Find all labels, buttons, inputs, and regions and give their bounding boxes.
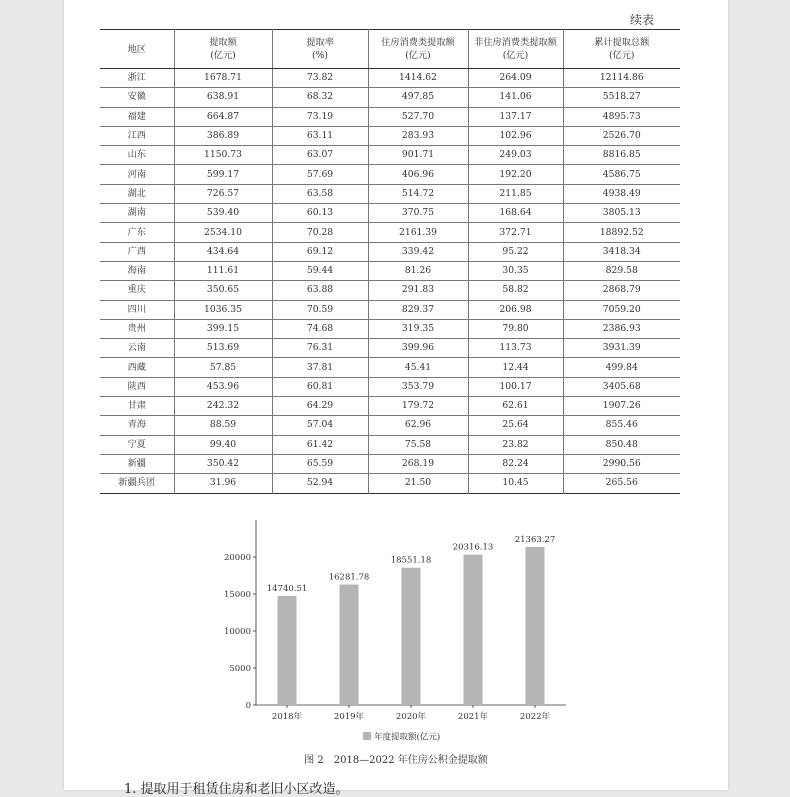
value-cell: 513.69 [174,339,272,358]
region-cell: 江西 [100,126,174,145]
value-cell: 8816.85 [563,146,680,165]
value-cell: 61.42 [272,435,368,454]
value-cell: 65.59 [272,454,368,473]
table-row [100,300,680,319]
value-cell: 70.59 [272,300,368,319]
value-cell: 350.42 [174,454,272,473]
value-cell: 99.40 [174,435,272,454]
value-cell: 242.32 [174,397,272,416]
value-cell: 5518.27 [563,88,680,107]
table-row [100,223,680,242]
x-tick-label: 2021年 [457,712,489,722]
value-cell: 10.45 [468,474,563,493]
value-cell: 73.19 [272,107,368,126]
bar [402,568,421,705]
table-row [100,184,680,203]
value-cell: 113.73 [468,339,563,358]
value-cell: 100.17 [468,377,563,396]
table-row [100,416,680,435]
value-cell: 829.37 [368,300,468,319]
value-cell: 850.48 [563,435,680,454]
region-cell: 海南 [100,261,174,280]
column-header-text: 提取率 [306,37,334,48]
value-cell: 211.85 [468,184,563,203]
withdrawal-chart [214,515,614,770]
value-cell: 63.07 [272,146,368,165]
value-cell: 855.46 [563,416,680,435]
value-cell: 137.17 [468,107,563,126]
value-cell: 179.72 [368,397,468,416]
value-cell: 283.93 [368,126,468,145]
value-cell: 88.59 [174,416,272,435]
value-cell: 3931.39 [563,339,680,358]
table-row [100,88,680,107]
value-cell: 95.22 [468,242,563,261]
value-cell: 2990.56 [563,454,680,473]
table-row [100,107,680,126]
value-cell: 69.12 [272,242,368,261]
value-cell: 4586.75 [563,165,680,184]
value-cell: 45.41 [368,358,468,377]
data-label: 18551.18 [390,555,432,566]
table-row [100,281,680,300]
value-cell: 1036.35 [174,300,272,319]
value-cell: 2868.79 [563,281,680,300]
column-header-text: 住房消费类提取额 [381,37,455,48]
value-cell: 63.58 [272,184,368,203]
value-cell: 25.64 [468,416,563,435]
value-cell: 3418.34 [563,242,680,261]
value-cell: 52.94 [272,474,368,493]
data-label: 16281.78 [328,572,370,583]
value-cell: 901.71 [368,146,468,165]
value-cell: 514.72 [368,184,468,203]
column-header-text: 非住房消费类提取额 [474,37,557,48]
table-row [100,69,680,88]
region-cell: 广西 [100,242,174,261]
value-cell: 638.91 [174,88,272,107]
value-cell: 79.80 [468,319,563,338]
value-cell: 141.06 [468,88,563,107]
value-cell: 353.79 [368,377,468,396]
value-cell: 12114.86 [563,69,680,88]
column-header-text: (亿元) [210,50,236,61]
bar-chart [214,515,614,750]
value-cell: 264.09 [468,69,563,88]
table-body [100,69,680,494]
region-cell: 四川 [100,300,174,319]
value-cell: 664.87 [174,107,272,126]
value-cell: 4938.49 [563,184,680,203]
body-text: 1. 提取用于租赁住房和老旧小区改造。 [124,782,349,797]
value-cell: 291.83 [368,281,468,300]
value-cell: 339.42 [368,242,468,261]
data-label: 21363.27 [514,534,556,545]
value-cell: 168.64 [468,204,563,223]
y-tick-label: 10000 [223,627,251,637]
column-header-text: 提取额 [209,37,237,48]
column-header-text: (亿元) [502,50,529,61]
value-cell: 57.69 [272,165,368,184]
value-cell: 12.44 [468,358,563,377]
value-cell: 81.26 [368,261,468,280]
column-header-text: 地区 [127,43,146,55]
region-cell: 贵州 [100,319,174,338]
bar [526,547,545,705]
value-cell: 63.88 [272,281,368,300]
region-cell: 浙江 [100,69,174,88]
region-cell: 西藏 [100,358,174,377]
x-tick-label: 2019年 [333,712,365,722]
region-cell: 湖南 [100,204,174,223]
value-cell: 319.35 [368,319,468,338]
value-cell: 406.96 [368,165,468,184]
region-cell: 重庆 [100,281,174,300]
value-cell: 70.28 [272,223,368,242]
value-cell: 372.71 [468,223,563,242]
y-tick-label: 20000 [223,553,251,563]
region-cell: 甘肃 [100,397,174,416]
value-cell: 62.96 [368,416,468,435]
value-cell: 1150.73 [174,146,272,165]
region-cell: 山东 [100,146,174,165]
value-cell: 206.98 [468,300,563,319]
x-tick-label: 2020年 [395,712,427,722]
column-header-text: (%) [312,50,328,61]
table-row [100,474,680,493]
value-cell: 268.19 [368,454,468,473]
value-cell: 599.17 [174,165,272,184]
table-row [100,261,680,280]
value-cell: 497.85 [368,88,468,107]
data-label: 20316.13 [452,542,494,553]
x-tick-label: 2018年 [271,712,303,722]
table-row [100,146,680,165]
continued-label: 续表 [629,13,654,27]
value-cell: 2386.93 [563,319,680,338]
value-cell: 539.40 [174,204,272,223]
value-cell: 37.81 [272,358,368,377]
y-tick-label: 15000 [223,590,251,600]
column-header [368,30,468,69]
column-header-text: 累计提取总额 [594,37,650,48]
table-row [100,397,680,416]
value-cell: 3405.68 [563,377,680,396]
value-cell: 1907.26 [563,397,680,416]
value-cell: 249.03 [468,146,563,165]
region-cell: 河南 [100,165,174,184]
legend-label: 年度提取额(亿元) [374,732,441,743]
value-cell: 2526.70 [563,126,680,145]
value-cell: 21.50 [368,474,468,493]
value-cell: 75.58 [368,435,468,454]
bar [464,555,483,705]
table-header-row [100,30,680,69]
value-cell: 76.31 [272,339,368,358]
value-cell: 68.32 [272,88,368,107]
value-cell: 4895.73 [563,107,680,126]
withdrawal-table [100,29,680,494]
value-cell: 1678.71 [174,69,272,88]
figure-caption: 图 2 2018—2022 年住房公积金提取额 [304,755,488,766]
value-cell: 2534.10 [174,223,272,242]
bar [340,585,359,705]
column-header [468,30,563,69]
column-header-text: (亿元) [405,50,431,61]
region-cell: 宁夏 [100,435,174,454]
region-cell: 云南 [100,339,174,358]
bar [278,596,297,705]
table-row [100,454,680,473]
value-cell: 60.81 [272,377,368,396]
value-cell: 57.04 [272,416,368,435]
table-row [100,165,680,184]
table-row [100,339,680,358]
x-tick-label: 2022年 [519,712,551,722]
value-cell: 350.65 [174,281,272,300]
value-cell: 386.89 [174,126,272,145]
table-row [100,319,680,338]
value-cell: 30.35 [468,261,563,280]
table-row [100,358,680,377]
value-cell: 73.82 [272,69,368,88]
region-cell: 新疆兵团 [100,474,174,493]
value-cell: 59.44 [272,261,368,280]
value-cell: 3805.13 [563,204,680,223]
region-cell: 青海 [100,416,174,435]
value-cell: 2161.39 [368,223,468,242]
column-header [100,30,174,69]
value-cell: 62.61 [468,397,563,416]
table-row [100,204,680,223]
value-cell: 1414.62 [368,69,468,88]
value-cell: 102.96 [468,126,563,145]
y-tick-label: 5000 [229,664,251,674]
value-cell: 18892.52 [563,223,680,242]
column-header [174,30,272,69]
region-cell: 安徽 [100,88,174,107]
value-cell: 527.70 [368,107,468,126]
value-cell: 726.57 [174,184,272,203]
region-cell: 新疆 [100,454,174,473]
region-cell: 陕西 [100,377,174,396]
value-cell: 23.82 [468,435,563,454]
value-cell: 499.84 [563,358,680,377]
value-cell: 64.29 [272,397,368,416]
value-cell: 31.96 [174,474,272,493]
column-header [272,30,368,69]
column-header-text: (亿元) [608,50,635,61]
value-cell: 265.56 [563,474,680,493]
region-cell: 广东 [100,223,174,242]
legend-swatch [363,732,371,740]
y-tick-label: 0 [245,701,251,711]
value-cell: 74.68 [272,319,368,338]
value-cell: 63.11 [272,126,368,145]
region-cell: 福建 [100,107,174,126]
table-row [100,126,680,145]
value-cell: 60.13 [272,204,368,223]
value-cell: 434.64 [174,242,272,261]
column-header [563,30,680,69]
value-cell: 399.96 [368,339,468,358]
value-cell: 453.96 [174,377,272,396]
table-row [100,377,680,396]
value-cell: 82.24 [468,454,563,473]
value-cell: 57.85 [174,358,272,377]
value-cell: 7059.20 [563,300,680,319]
region-cell: 湖北 [100,184,174,203]
table-row [100,435,680,454]
value-cell: 58.82 [468,281,563,300]
value-cell: 399.15 [174,319,272,338]
value-cell: 829.58 [563,261,680,280]
value-cell: 370.75 [368,204,468,223]
value-cell: 192.20 [468,165,563,184]
data-label: 14740.51 [266,583,308,594]
table-row [100,242,680,261]
value-cell: 111.61 [174,261,272,280]
document-page [64,0,728,797]
